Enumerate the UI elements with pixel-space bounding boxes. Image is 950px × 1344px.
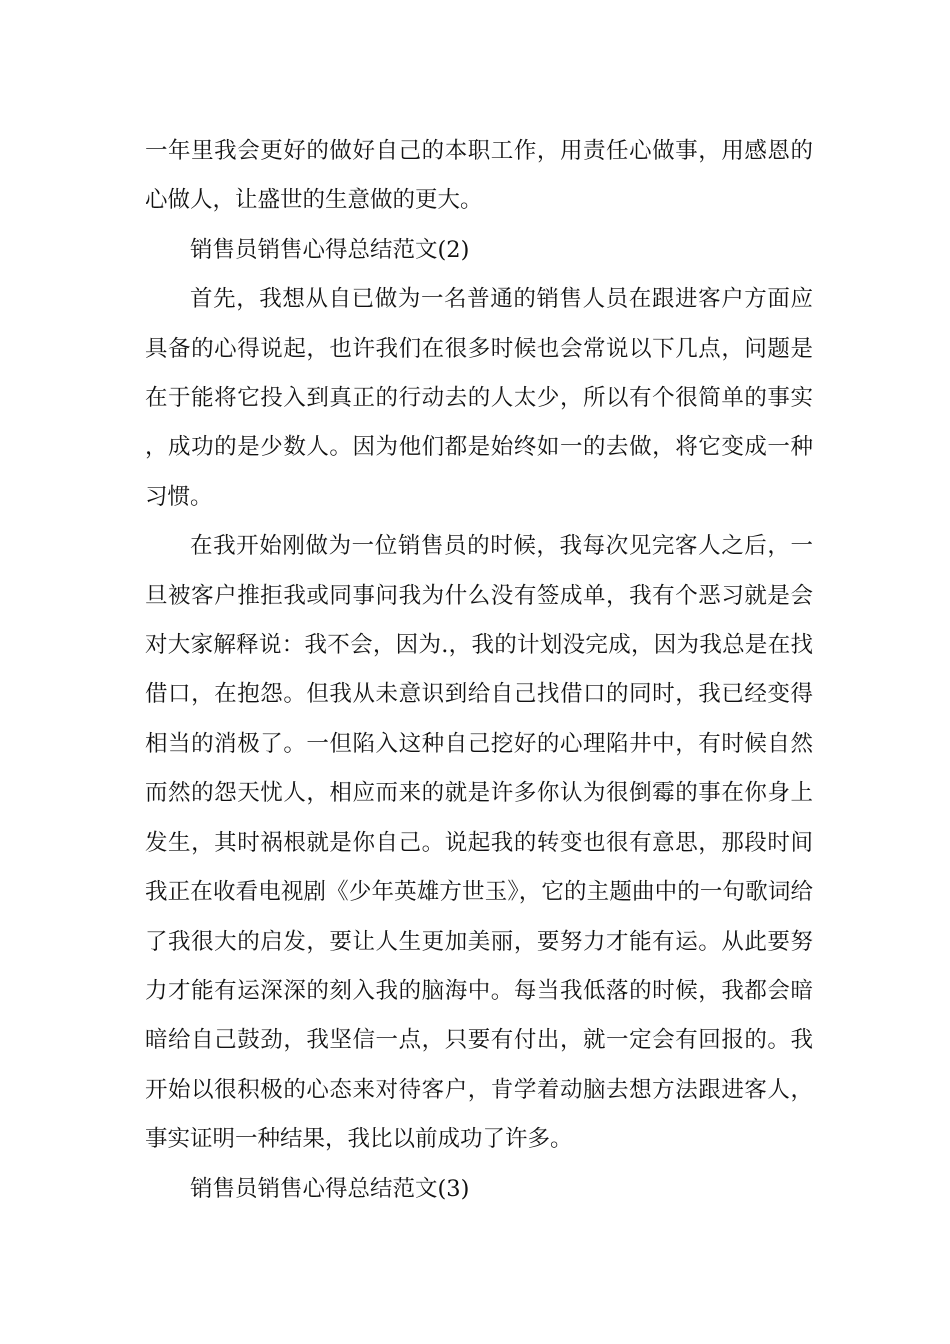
document-body (145, 127, 813, 1214)
paragraph-closing: 一年里我会更好的做好自己的本职工作，用责任心做事，用感恩的心做人，让盛世的生意做的更大。 (145, 138, 813, 214)
section-heading-3: 销售员销售心得总结范文(3) (190, 1175, 470, 1202)
section-heading-2: 销售员销售心得总结范文(2) (190, 236, 470, 263)
paragraph-first-point: 首先，我想从自已做为一名普通的销售人员在跟进客户方面应具备的心得说起，也许我们在很多时候也会常说以下几点，问题是在于能将它投入到真正的行动去的人太少，所以有个很简单的事实，成功的是少数人。因为他们都是始终如一的去做，将它变成一种习惯。 (145, 286, 813, 510)
paragraph-transformation: 在我开始刚做为一位销售员的时候，我每次见完客人之后，一旦被客户推拒我或同事问我为什么没有签成单，我有个恶习就是会对大家解释说：我不会，因为.，我的计划没完成，因为我总是在找借口，在抱怨。但我从未意识到给自己找借口的同时，我已经变得相当的消极了。一但陷入这种自己挖好的心理陷井中，有时候自然而然的怨天忧人，相应而来的就是许多你认为很倒霉的事在你身上发生，其时祸根就是你自己。说起我的转变也很有意思，那段时间我正在收看电视剧《少年英雄方世玉》，它的主题曲中的一句歌词给了我很大的启发，要让人生更加美丽，要努力才能有运。从此要努力才能有运深深的刻入我的脑海中。每当我低落的时候，我都会暗暗给自己鼓劲，我坚信一点，只要有付出，就一定会有回报的。我开始以很积极的心态来对待客户，肯学着动脑去想方法跟进客人，事实证明一种结果，我比以前成功了许多。 (145, 533, 813, 1153)
